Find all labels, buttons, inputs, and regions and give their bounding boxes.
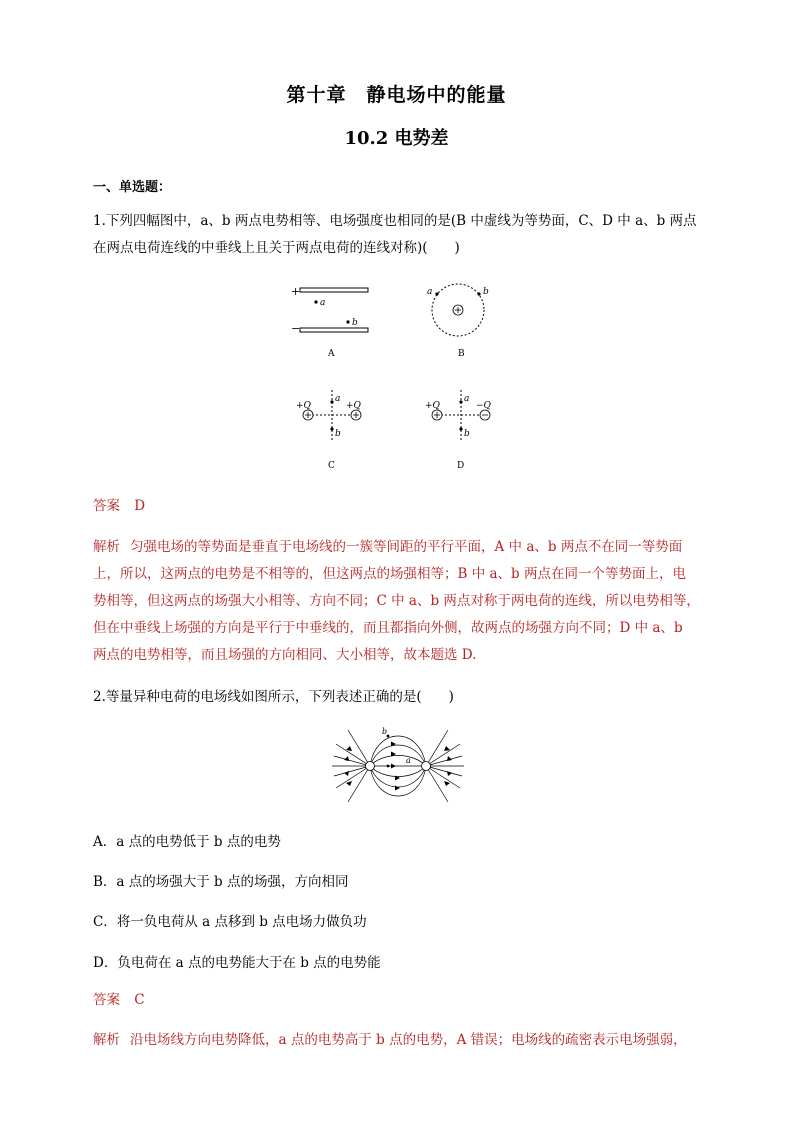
figure-b-equipotential — [427, 284, 489, 359]
svg-text:a: a — [427, 287, 433, 297]
svg-text:a: a — [320, 298, 326, 308]
svg-text:b: b — [352, 318, 358, 328]
svg-text:a: a — [406, 756, 411, 765]
question-1-analysis — [93, 534, 705, 669]
section-title: 10.2 电势差 — [344, 128, 449, 149]
question-2-answer — [93, 987, 705, 1014]
analysis-label: 解析 — [93, 539, 120, 555]
svg-text:b: b — [483, 287, 489, 297]
option-a: A．a 点的电势低于 b 点的电势 — [93, 834, 281, 850]
analysis-line: 但在中垂线上场强的方向是平行于中垂线的，而且都指向外侧，故两点的场强方向不同；D 中 a、b — [93, 620, 683, 636]
analysis-label: 解析 — [93, 1032, 120, 1048]
question-2-analysis — [93, 1027, 705, 1054]
analysis-line: 势相等，但这两点的场强大小相等、方向不同；C 中 a、b 两点对称于两电荷的连线，所以电势相等， — [93, 593, 700, 609]
question-1-figure — [280, 278, 520, 478]
option-c: C．将一负电荷从 a 点移到 b 点电场力做负功 — [93, 914, 367, 930]
svg-text:b: b — [382, 727, 388, 736]
svg-text:b: b — [464, 429, 470, 439]
section-heading: 一、单选题： — [93, 180, 172, 195]
chapter-title: 第十章 静电场中的能量 — [286, 84, 507, 106]
figure-a-plates — [291, 285, 368, 359]
analysis-line: 上，所以，这两点的电势是不相等的，但这两点的场强相等；B 中 a、b 两点在同一个等势面上，电 — [93, 566, 686, 582]
figure-d-unlike-charges — [425, 390, 492, 471]
answer-label: 答案 — [93, 992, 120, 1008]
figure-c-like-charges — [296, 390, 362, 471]
question-1-answer — [93, 493, 705, 520]
answer-label: 答案 — [93, 498, 120, 514]
svg-text:+Q: +Q — [346, 401, 361, 411]
question-2-text: 2.等量异种电荷的电场线如图所示，下列表述正确的是( ) — [93, 689, 454, 705]
svg-text:A: A — [328, 349, 335, 359]
svg-text:+Q: +Q — [296, 401, 311, 411]
svg-text:+: + — [291, 285, 301, 298]
answer-value: C — [134, 992, 145, 1008]
option-b: B．a 点的场强大于 b 点的场强，方向相同 — [93, 874, 349, 890]
question-1-line-2: 在两点电荷连线的中垂线上且关于两点电荷的连线对称)( ) — [93, 240, 460, 256]
answer-value: D — [134, 498, 146, 514]
svg-text:C: C — [328, 461, 335, 471]
option-d: D．负电荷在 a 点的电势能大于在 b 点的电势能 — [93, 955, 381, 971]
svg-text:a: a — [464, 394, 470, 404]
question-1-text — [93, 208, 705, 262]
svg-text:D: D — [457, 461, 465, 471]
analysis-line: 沿电场线方向电势降低，a 点的电势高于 b 点的电势，A 错误；电场线的疏密表示电场强弱， — [130, 1032, 687, 1048]
svg-text:−Q: −Q — [476, 401, 491, 411]
analysis-line: 两点的电势相等，而且场强的方向相同、大小相等，故本题选 D. — [93, 647, 477, 663]
svg-text:+Q: +Q — [425, 401, 440, 411]
question-2-dipole-figure — [328, 722, 468, 814]
question-1-line-1: 1.下列四幅图中，a、b 两点电势相等、电场强度也相同的是(B 中虚线为等势面，C、D 中 a、b 两点 — [93, 213, 697, 229]
analysis-line: 匀强电场的等势面是垂直于电场线的一簇等间距的平行平面，A 中 a、b 两点不在同一等势面 — [130, 539, 683, 555]
svg-text:−: − — [291, 322, 301, 335]
svg-text:B: B — [458, 349, 465, 359]
svg-text:a: a — [335, 394, 341, 404]
svg-text:b: b — [335, 429, 341, 439]
